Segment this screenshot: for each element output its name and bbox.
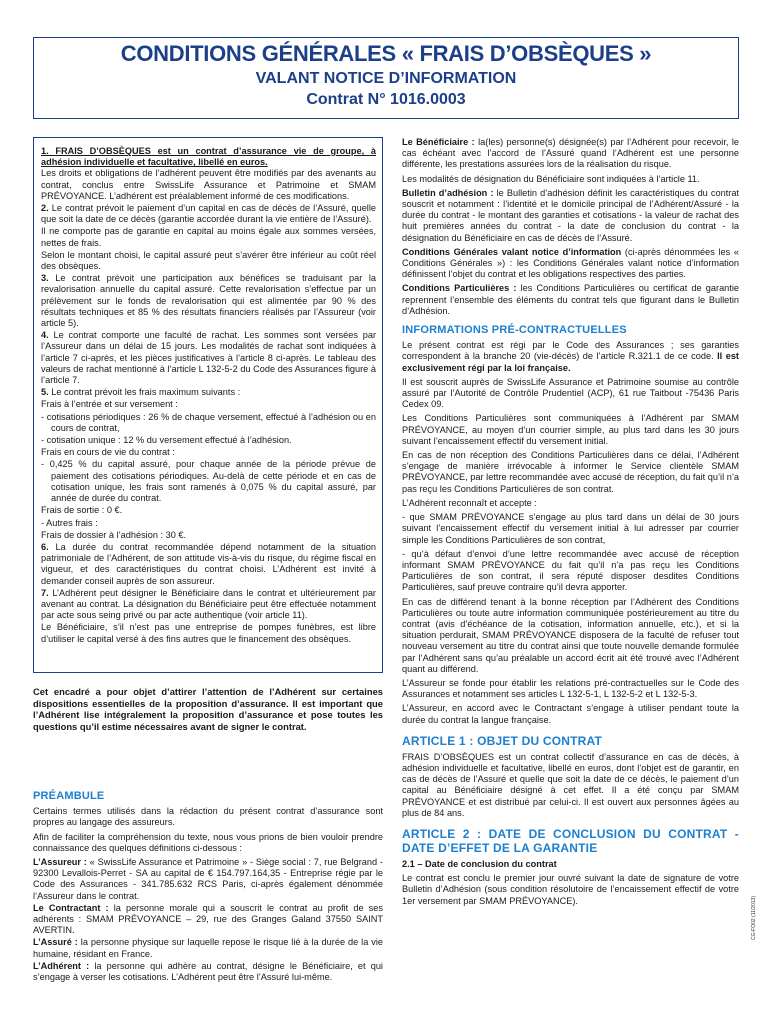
box-p4: 4. Le contrat comporte une faculté de rachat. Les sommes sont versées par l’Assureur dans un délai de 15 jours. Les modalités de rachat sont indiquées à l’article 7 ci-après, et les pièces justificatives à l’article 8 ci-après. Le tableau des valeurs de rachat mentionné à l’article L 132-5-2 du Code des Assurances figure à l’article 7. — [41, 330, 376, 386]
article2-subheading: 2.1 – Date de conclusion du contrat — [402, 858, 557, 869]
def-cp: Conditions Particulières : les Conditions Particulières ou certificat de garantie reprennent l’ensemble des éléments du contrat tels que figurant dans le Bulletin d’Adhésion. — [402, 283, 739, 316]
page-subtitle: VALANT NOTICE D’INFORMATION — [255, 70, 517, 87]
info-heading: INFORMATIONS PRÉ-CONTRACTUELLES — [402, 324, 627, 337]
def-beneficiaire: Le Bénéficiaire : la(les) personne(s) désignée(s) par l’Adhérent pour recevoir, le cas échéant avec l’accord de l’Assuré quand l’Adhérent est une personne différente, les prestations assurées lors de la réalisation du risque. — [402, 137, 739, 170]
info-p2: Il est souscrit auprès de SwissLife Assurance et Patrimoine soumise au contrôle assuré par l’Autorité de Contrôle Prudentiel (ACP), 61 rue Taitbout -75436 Paris Cedex 09. — [402, 376, 739, 410]
info-p5: L’Adhérent reconnaît et accepte : — [402, 497, 537, 508]
fee-annual: - 0,425 % du capital assuré, pour chaque année de la période prévue de paiement des cotisations périodiques. Au-delà de cette période et en cas de cotisation unique, les frais sont ramenés à 0,075 % du capital assuré, par année de durée du contrat. — [41, 459, 376, 504]
article1-heading: ARTICLE 1 : OBJET DU CONTRAT — [402, 733, 603, 748]
notice-text: Cet encadré a pour objet d’attirer l’attention de l’Adhérent sur certaines dispositions essentielles de la proposition d’assurance. Il est important que l’Adhérent lise intégralement la proposition d’assurance et pose toutes les questions qu’il estime nécessaires avant de signer le contrat. — [33, 686, 383, 732]
def-assure: L’Assuré : la personne physique sur laquelle repose le risque lié à la durée de la vie humaine, résidant en France. — [33, 937, 384, 959]
key-info-box — [33, 137, 383, 673]
fees-during: Frais en cours de vie du contrat : — [41, 447, 175, 458]
box-p2b: Il ne comporte pas de garantie en capital au moins égale aux sommes versées, nettes de frais. — [41, 226, 376, 248]
fee-single: - cotisation unique : 12 % du versement effectué à l’adhésion. — [41, 435, 292, 446]
box-p1 — [41, 146, 376, 202]
document-reference: CG-FO02 (11/2013) — [751, 895, 757, 940]
def-assureur: L’Assureur : « SwissLife Assurance et Patrimoine » - Siège social : 7, rue Belgrand - 92300 Levallois-Perret - SA au capital de € 154.797.164,35 - Entreprise régie par le Code des Assurances - 341.785.632 RCS Paris, ci-après également dénommée l’Assureur dans le contrat. — [33, 857, 383, 901]
contract-number: Contrat N° 1016.0003 — [306, 91, 466, 108]
box-p2c: Selon le montant choisi, le capital assuré peut s’avérer être inférieur au coût réel des obsèques. — [41, 249, 376, 272]
fee-periodic: - cotisations périodiques : 26 % de chaque versement, effectué à l’adhésion ou en cours de contrat, — [41, 411, 376, 433]
preambule-heading: PRÉAMBULE — [33, 790, 105, 802]
fees-file: Frais de dossier à l’adhésion : 30 €. — [41, 529, 187, 540]
fees-exit: Frais de sortie : 0 €. — [41, 505, 123, 516]
box-p5: 5. Le contrat prévoit les frais maximum suivants : — [41, 387, 241, 398]
box-p7: 7. L’Adhérent peut désigner le Bénéficiaire dans le contrat et ultérieurement par avenant au contrat. La désignation du Bénéficiaire peut être effectuée notamment par acte sous seing privé ou par acte authentique (voir article 11). — [41, 587, 376, 621]
info-p9: L’Assureur se fonde pour établir les relations pré-contractuelles sur le Code des Assurances et notamment ses articles L 132-5-1, L 132-5-2 et L 132-5-3. — [402, 677, 739, 700]
box-p7b: Le Bénéficiaire, s’il n’est pas une entreprise de pompes funèbres, est libre d’utiliser le capital versé à des fins autres que le financement des obsèques. — [41, 622, 376, 644]
page-title: CONDITIONS GÉNÉRALES « FRAIS D’OBSÈQUES » — [120, 41, 652, 66]
box-p2: 2. Le contrat prévoit le paiement d’un capital en cas de décès de l’Assuré, quelle que soit la date de ce décès (garantie accordée durant la vie entière de l’Assuré). — [41, 203, 376, 225]
info-p8: En cas de différend tenant à la bonne réception par l’Adhérent des Conditions Particulières ou toute autre information communiquée postérieurement au titre du contrat (avis d’échéance de la cotisation, information annuelle, etc.), et si la situation perdurait, SMAM PRÉVOYANCE disposera de la faculté de refuser tout nouveau versement au titre du contrat ainsi que toute nouvelle demande formulée par l’Adhérent sans qu’au préalable un accord écrit ait été trouvé avec l’Adhérent quant au différend. — [402, 596, 739, 674]
info-p7: - qu’à défaut d’envoi d’une lettre recommandée avec accusé de réception informant SMAM PRÉVOYANCE du fait qu’il n’a pas reçu les Conditions Particulières de son contrat, il sera réputé disposer desdites Conditions Particulières, sauf preuve contraire qu’il devra apporter. — [402, 548, 739, 593]
info-p3: Les Conditions Particulières sont communiquées à l’Adhérent par SMAM PRÉVOYANCE, au moyen d’un courrier simple, au plus tard dans les 30 jours suivant l’encaissement effectif du versement initial. — [402, 413, 739, 446]
info-p6: - que SMAM PRÉVOYANCE s’engage au plus tard dans un délai de 30 jours suivant l’encaissement effectif du versement initial à lui adresser par courrier simple les Conditions Particulières de son contrat, — [402, 512, 739, 545]
def-contractant: Le Contractant : la personne morale qui a souscrit le contrat au profit de ses adhérents : SMAM PRÉVOYANCE – 29, rue des Granges Galand 37550 SAINT AVERTIN. — [33, 902, 383, 936]
right-column — [402, 137, 739, 910]
info-p10: L’Assureur, en accord avec le Contractant s’engage à utiliser pendant toute la durée du contrat la langue française. — [402, 703, 739, 725]
fees-other: - Autres frais : — [41, 517, 98, 528]
def-cg: Conditions Générales valant notice d’information (ci-après dénommées les « Conditions Générales ») : les Conditions Générales valant notice d’information définissent l’objet du contrat et les obligations respectives des parties. — [402, 246, 739, 280]
preambule-p1: Certains termes utilisés dans la rédaction du présent contrat d’assurance sont propres au langage des assureurs. — [33, 806, 383, 828]
box-p1-head: 1. FRAIS D’OBSÈQUES est un contrat d’assurance vie de groupe, à adhésion individuelle et facultative, libellé en euros. — [41, 146, 376, 168]
def-bulletin: Bulletin d’adhésion : le Bulletin d’adhésion définit les caractéristiques du contrat souscrit et notamment : l’identité et le domicile principal de l’Adhérent/Assuré - la durée du contrat - le montant des garanties et cotisations - la valeur de rachat des huit premières années du contrat - la date de conclusion du contrat - la désignation du Bénéficiaire en cas de décès de l’Assuré. — [402, 187, 739, 243]
info-p1: Le présent contrat est régi par le Code des Assurances ; ses garanties correspondent à la branche 20 (vie-décès) de l’article R.321.1 de ce code. Il est exclusivement régi par la loi française. — [402, 340, 739, 373]
fees-entry: Frais à l’entrée et sur versement : — [41, 399, 178, 410]
article2-text: Le contrat est conclu le premier jour ouvré suivant la date de signature de votre Bulletin d’Adhésion (sous condition résolutoire de l’encaissement effectif de votre 1er versement par SMAM PRÉVOYANCE). — [402, 873, 739, 906]
info-p4: En cas de non réception des Conditions Particulières dans ce délai, l’Adhérent s’engage de manière irrévocable à informer le Service clientèle SMAM PRÉVOYANCE, par lettre recommandée avec accusé de réception, du fait qu’il n’a pas reçu les Conditions Particulières de son contrat. — [402, 450, 739, 494]
article1-text: FRAIS D’OBSÈQUES est un contrat collectif d’assurance en cas de décès, à adhésion individuelle et facultative, libellé en euros, dont l’objet est de garantir, en cas de décès de l’Assuré et quelle que soit la date de ce décès, le paiement d’un capital au Bénéficiaire désigné à cet effet. Il a été conçu par SMAM PRÉVOYANCE et est distribué par celui-ci. Il est ouvert aux personnes âgées au plus de 84 ans. — [402, 751, 739, 818]
title-box — [33, 37, 739, 119]
preambule-section — [33, 783, 383, 986]
preambule-p2: Afin de faciliter la compréhension du texte, nous vous prions de bien vouloir prendre connaissance des quelques définitions ci-dessous : — [33, 831, 383, 853]
def-adherent: L’Adhérent : la personne qui adhère au contrat, désigne le Bénéficiaire, et qui s’engage à verser les cotisations. L’Adhérent peut être l’Assuré lui-même. — [33, 960, 383, 983]
box-p1-body: Les droits et obligations de l’adhérent peuvent être modifiés par des avenants au contrat, conclus entre SwissLife Assurance et Patrimoine et SMAM PRÉVOYANCE. L’adhérent est préalablement informé de ces modifications. — [41, 168, 376, 201]
def-beneficiaire-2: Les modalités de désignation du Bénéficiaire sont indiquées à l’article 11. — [402, 173, 700, 184]
article2-heading: ARTICLE 2 : DATE DE CONCLUSION DU CONTRAT - DATE D’EFFET DE LA GARANTIE — [402, 826, 739, 855]
box-p3: 3. Le contrat prévoit une participation aux bénéfices se traduisant par la revalorisation annuelle du capital assuré. Cette revalorisation s’effectue par un prélèvement sur le fonds de revalorisation qui est alimentée par 90 % des résultats techniques et 85 % des résultats financiers réalisés par l’Assureur (voir article 5). — [41, 273, 376, 329]
box-p6: 6. La durée du contrat recommandée dépend notamment de la situation patrimoniale de l’Adhérent, de son attitude vis-à-vis du risque, du régime fiscal en vigueur, et des caractéristiques du contrat choisi. L’Adhérent est invité à demander conseil auprès de son assureur. — [41, 541, 376, 586]
